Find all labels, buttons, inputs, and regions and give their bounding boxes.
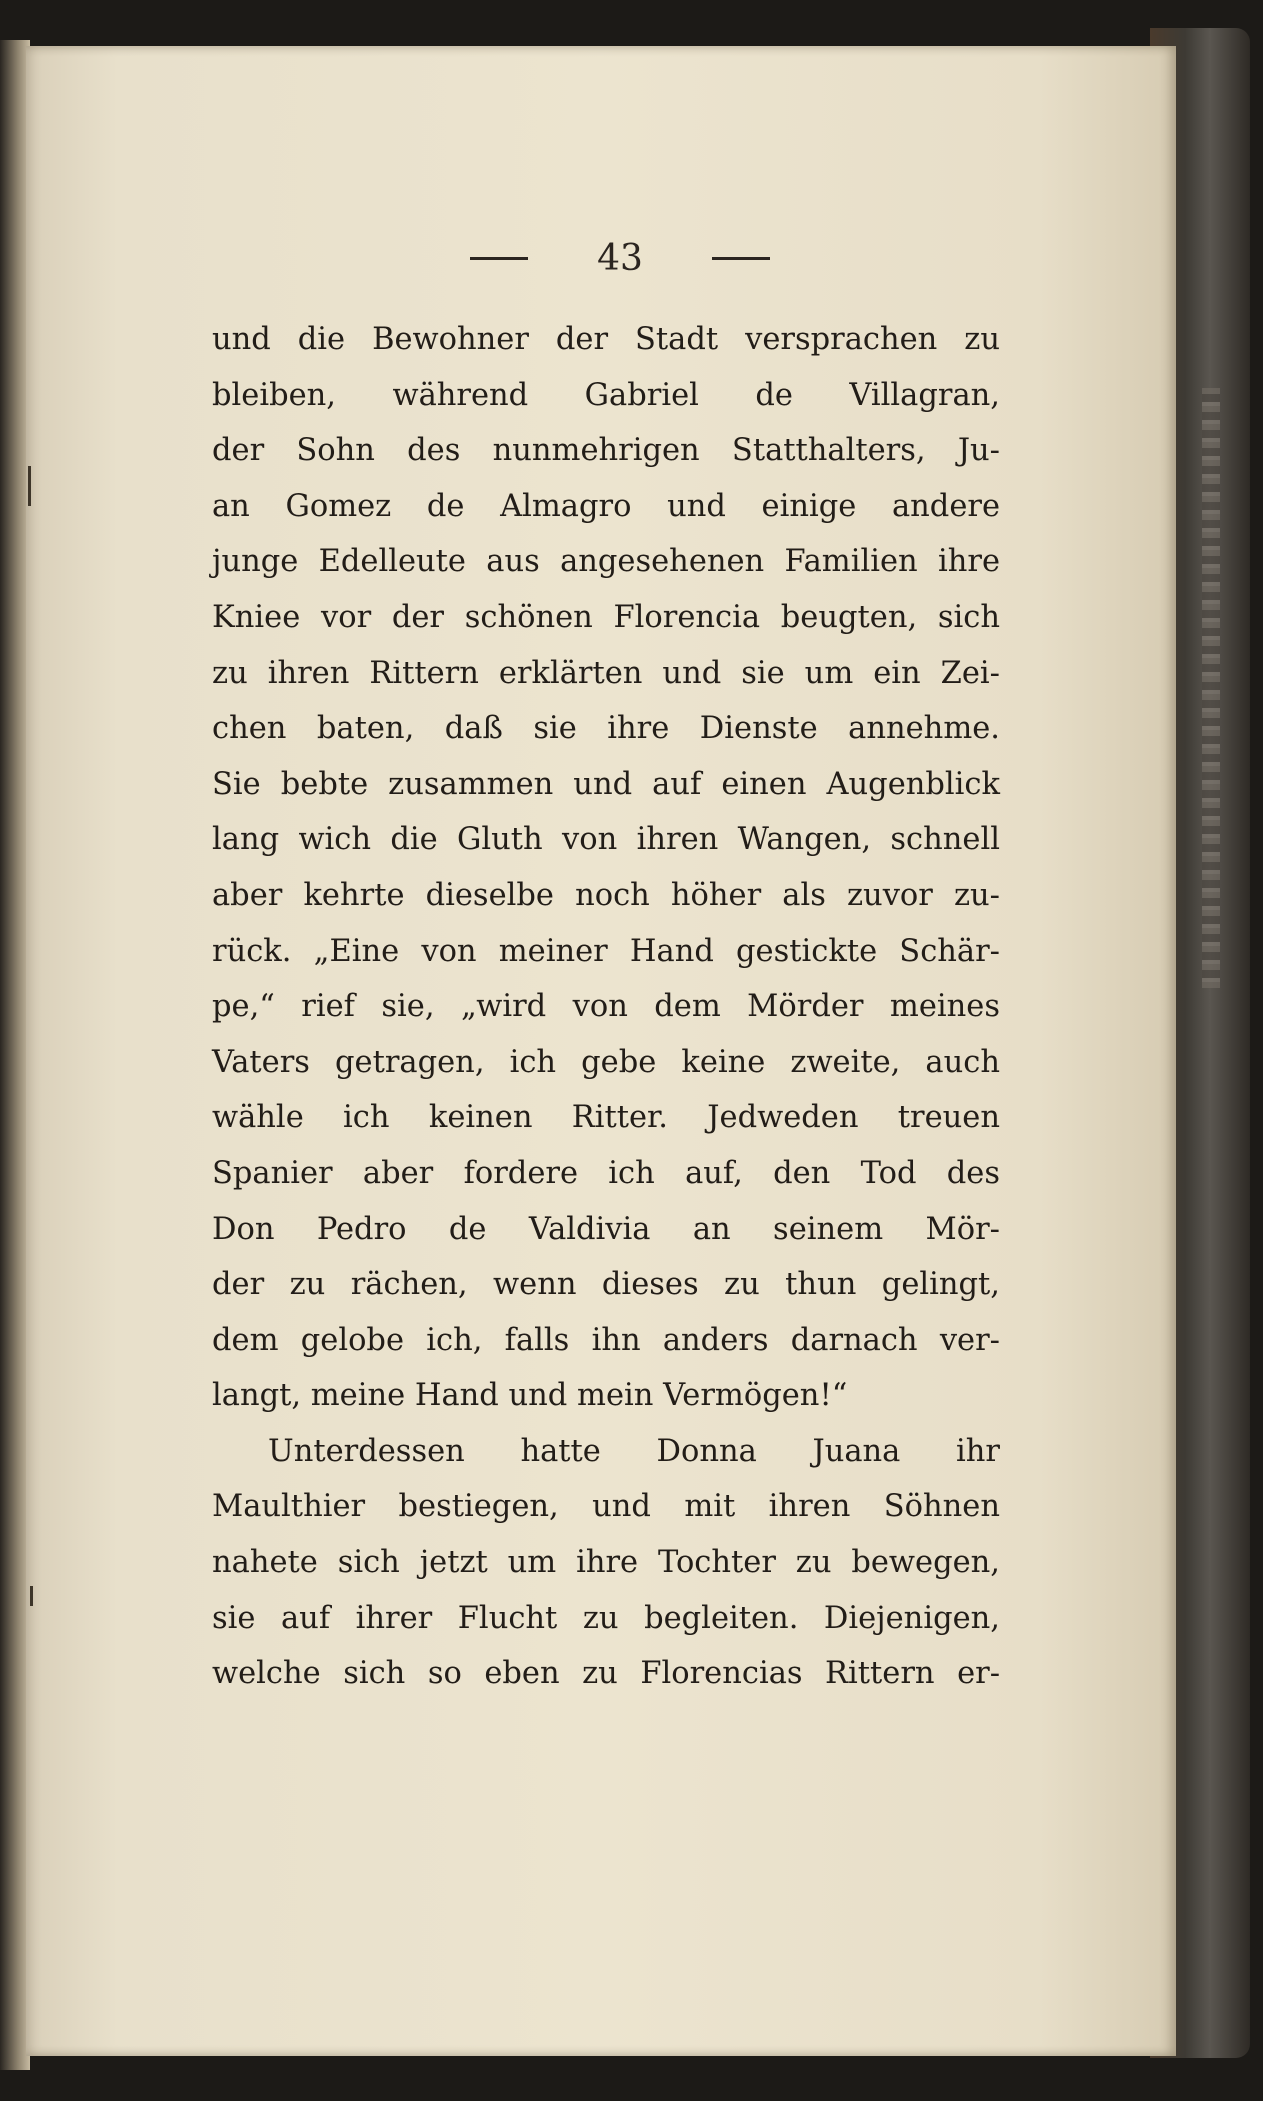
text-line: Kniee vor der schönen Florencia beugten, sich [212, 599, 1000, 635]
text-line: junge Edelleute aus angesehenen Familien ihre [212, 544, 1000, 580]
text-line: wähle ich keinen Ritter. Jedweden treuen [212, 1100, 1000, 1136]
text-line: und die Bewohner der Stadt versprachen zu [212, 322, 1000, 357]
header-dash-right [712, 257, 770, 260]
header-dash-left [470, 257, 528, 260]
text-line: welche sich so eben zu Florencias Rittern er- [212, 1656, 1000, 1692]
paragraph-start-line: Unterdessen hatte Donna Juana ihr [268, 1433, 1000, 1469]
text-line: Spanier aber fordere ich auf, den Tod des [212, 1155, 1000, 1191]
text-line: sie auf ihrer Flucht zu begleiten. Diejenigen, [212, 1600, 1000, 1636]
text-line: Maulthier bestiegen, und mit ihren Söhnen [212, 1489, 1000, 1525]
text-line: pe,“ rief sie, „wird von dem Mörder meines [212, 989, 1000, 1025]
page-number: 43 [597, 237, 643, 279]
text-line: der Sohn des nunmehrigen Statthalters, Ju- [212, 433, 1000, 469]
text-line: dem gelobe ich, falls ihn anders darnach ver- [212, 1322, 1000, 1358]
text-line: Sie bebte zusammen und auf einen Augenblick [212, 766, 1000, 802]
text-line: rück. „Eine von meiner Hand gestickte Schär- [212, 933, 1000, 969]
text-line: chen baten, daß sie ihre Dienste annehme. [212, 711, 1000, 747]
text-line: der zu rächen, wenn dieses zu thun gelingt, [212, 1267, 1000, 1303]
text-line: Don Pedro de Valdivia an seinem Mör- [212, 1211, 1000, 1247]
text-line: bleiben, während Gabriel de Villagran, [212, 377, 1000, 413]
text-line: lang wich die Gluth von ihren Wangen, schnell [212, 822, 1000, 858]
body-text [212, 312, 1000, 1702]
margin-mark [30, 1586, 33, 1606]
text-line: nahete sich jetzt um ihre Tochter zu bewegen, [212, 1545, 1000, 1581]
cover-wear-texture [1202, 388, 1220, 988]
text-line: aber kehrte dieselbe noch höher als zuvor zu- [212, 877, 1000, 913]
page-header [470, 228, 770, 288]
paragraph-end-line: langt, meine Hand und mein Vermögen!“ [212, 1378, 848, 1414]
text-line: Vaters getragen, ich gebe keine zweite, auch [212, 1044, 1000, 1080]
margin-mark [28, 466, 31, 506]
text-line: an Gomez de Almagro und einige andere [212, 488, 1000, 524]
text-line: zu ihren Rittern erklärten und sie um ein Zei- [212, 655, 1000, 691]
